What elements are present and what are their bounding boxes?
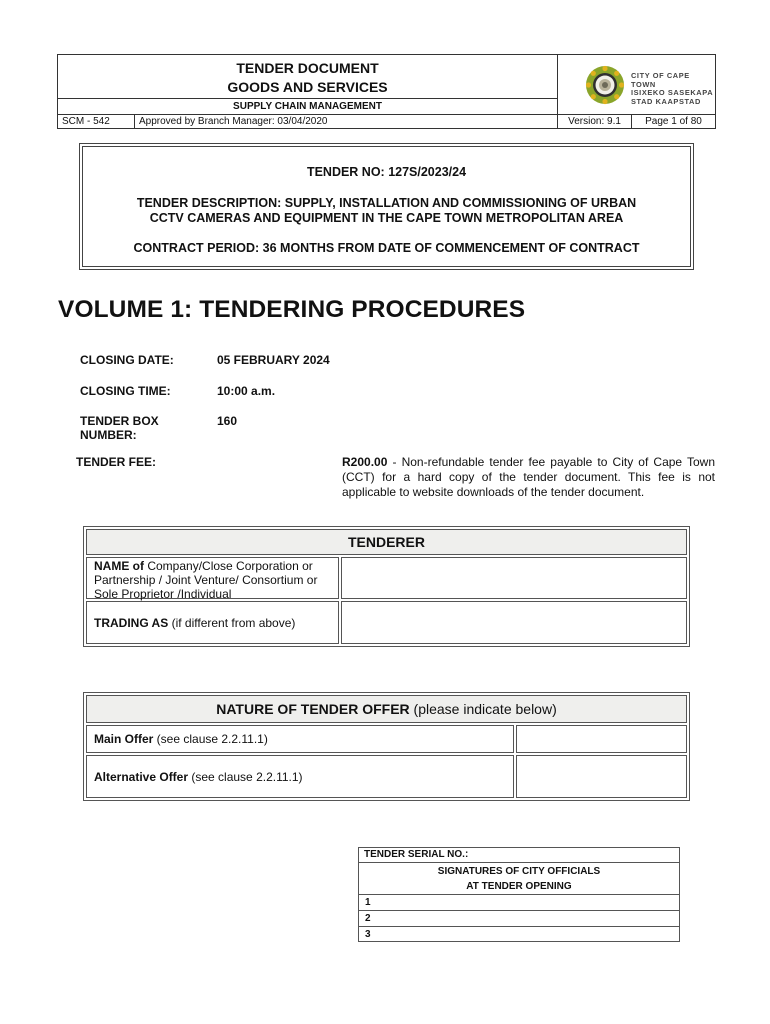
header-meta-row [58, 114, 715, 128]
trading-as-label-rest: (if different from above) [168, 616, 296, 630]
tender-info-box [79, 143, 694, 270]
alternative-offer-label-rest: (see clause 2.2.11.1) [188, 770, 303, 784]
tender-info-inner [82, 146, 691, 267]
company-name-field[interactable] [341, 557, 687, 599]
version-text: Version: 9.1 [558, 115, 632, 129]
tender-description-line2: CCTV CAMERAS AND EQUIPMENT IN THE CAPE TOWN METROPOLITAN AREA [149, 211, 624, 225]
tender-fee-label: TENDER FEE: [76, 455, 157, 469]
tender-serial-label: TENDER SERIAL NO.: [359, 848, 679, 863]
tender-number: TENDER NO: 127S/2023/24 [306, 165, 467, 179]
tender-box-label [80, 414, 159, 442]
logo-cell [558, 55, 715, 114]
volume-title: VOLUME 1: TENDERING PROCEDURES [58, 296, 526, 323]
city-seal-icon [585, 65, 625, 105]
signature-heading-line2: AT TENDER OPENING [466, 881, 572, 892]
tender-fee-amount: R200.00 [342, 455, 388, 469]
approval-text: Approved by Branch Manager: 03/04/2020 [135, 115, 558, 129]
alternative-offer-field[interactable] [516, 755, 687, 798]
logo-text-line1: CITY OF CAPE TOWN [631, 71, 690, 89]
document-header [57, 54, 716, 129]
tender-description [83, 196, 690, 226]
trading-as-label [86, 601, 339, 644]
signature-row-3[interactable]: 3 [365, 929, 371, 940]
tender-fee-description: - Non-refundable tender fee payable to City of Cape Town (CCT) for a hard copy of the tender document. This fee is not applicable to website downloads of the tender document. [342, 455, 715, 499]
header-title-line1: TENDER DOCUMENT [236, 60, 379, 76]
company-name-label [86, 557, 339, 599]
tender-description-line1: TENDER DESCRIPTION: SUPPLY, INSTALLATION AND COMMISSIONING OF URBAN [136, 196, 637, 210]
header-title-line2: GOODS AND SERVICES [227, 79, 388, 95]
tender-offer-table [83, 692, 690, 801]
tender-offer-heading-rest: (please indicate below) [409, 701, 557, 717]
tender-box-label-line2: NUMBER: [80, 428, 137, 442]
signature-row-1[interactable]: 1 [359, 895, 679, 911]
main-offer-label [86, 725, 514, 753]
closing-time-value: 10:00 a.m. [217, 384, 276, 398]
company-name-label-rest: Company/Close Corporation or Partnership / Joint Venture/ Consortium or Sole Proprietor /Individual [94, 559, 318, 601]
tender-fee-text [342, 455, 715, 500]
alternative-offer-label [86, 755, 514, 798]
logo-text-line2: ISIXEKO SASEKAPA [631, 88, 714, 97]
tender-box-value: 160 [217, 414, 238, 428]
signature-table [358, 847, 680, 942]
company-name-label-bold: NAME of [94, 559, 144, 573]
tender-offer-heading-bold: NATURE OF TENDER OFFER [216, 701, 410, 717]
main-offer-label-rest: (see clause 2.2.11.1) [153, 732, 268, 746]
main-offer-label-bold: Main Offer [94, 732, 154, 746]
trading-as-field[interactable] [341, 601, 687, 644]
closing-date-label: CLOSING DATE: [80, 353, 174, 367]
contract-period: CONTRACT PERIOD: 36 MONTHS FROM DATE OF COMMENCEMENT OF CONTRACT [133, 241, 640, 255]
signature-row-2[interactable]: 2 [359, 911, 679, 927]
header-subtitle: SUPPLY CHAIN MANAGEMENT [58, 98, 558, 114]
trading-as-label-bold: TRADING AS [94, 616, 169, 630]
signature-heading [359, 863, 679, 895]
logo-text [631, 72, 715, 106]
signature-heading-line1: SIGNATURES OF CITY OFFICIALS [437, 866, 601, 877]
tender-offer-heading [86, 695, 687, 723]
alternative-offer-label-bold: Alternative Offer [94, 770, 189, 784]
tender-box-label-line1: TENDER BOX [80, 414, 159, 428]
closing-date-value: 05 FEBRUARY 2024 [217, 353, 330, 367]
closing-time-label: CLOSING TIME: [80, 384, 171, 398]
tenderer-table-heading: TENDERER [86, 529, 687, 555]
page-number: Page 1 of 80 [645, 116, 702, 127]
tenderer-table [83, 526, 690, 647]
logo-text-line3: STAD KAAPSTAD [631, 96, 701, 106]
header-title-cell [58, 55, 558, 98]
doc-code: SCM - 542 [58, 115, 135, 129]
main-offer-field[interactable] [516, 725, 687, 753]
